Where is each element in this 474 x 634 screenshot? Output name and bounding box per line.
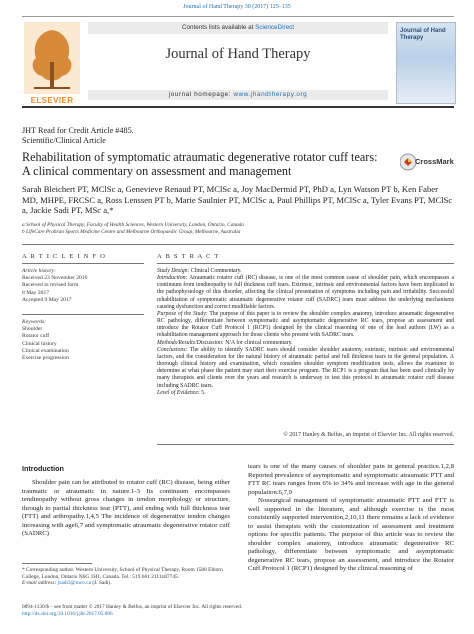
keyword: Clinical history bbox=[22, 340, 57, 347]
corresponding-author-footnote bbox=[22, 567, 230, 587]
author-list: Sarah Bleichert PT, MClSc a, Genevieve Renaud PT, MClSc a, Joy MacDermid PT, PhD a, Lyn Watson PT b, Ken Faber MD, MHPE, FRCSC a, Ross Lenssen PT b, Marie Saulnier PT, MClSc a, Paul Phillips PT, MClSc a, Tyler Evans PT, MClSc a, Jackie Sadi PT, MSc a,* bbox=[22, 184, 453, 216]
article-title: Rehabilitation of symptomatic atraumatic degenerative rotator cuff tears: A clinical commentary on assessment and management bbox=[22, 150, 378, 178]
keyword: Clinical examination bbox=[22, 347, 69, 354]
keyword: Rotator cuff bbox=[22, 333, 50, 340]
level-label: Level of Evidence: bbox=[157, 389, 200, 396]
masthead-top-rule bbox=[22, 16, 454, 17]
received-date: Received 23 November 2016 bbox=[22, 275, 88, 282]
email-label: E-mail address: bbox=[22, 580, 57, 587]
article-info-heading: A R T I C L E I N F O bbox=[22, 253, 107, 260]
keywords-rule bbox=[22, 314, 144, 315]
article-type: Scientific/Clinical Article bbox=[22, 136, 106, 145]
contents-lists-banner bbox=[88, 22, 388, 34]
elsevier-tree-logo bbox=[24, 22, 80, 100]
elsevier-wordmark: ELSEVIER bbox=[30, 96, 74, 105]
homepage-link[interactable]: www.jhandtherapy.org bbox=[233, 91, 308, 98]
masthead-bottom-rule bbox=[22, 106, 454, 108]
issn-line: 0894-1130/$ – see front matter © 2017 Hanley & Belfus, an imprint of Elsevier Inc. All rights reserved. bbox=[22, 604, 243, 610]
article-info-rule bbox=[22, 263, 144, 264]
footnote-rule bbox=[22, 563, 92, 564]
crossmark-label[interactable]: CrossMark bbox=[415, 157, 454, 166]
article-history bbox=[22, 268, 142, 304]
design-text: Clinical Commentary. bbox=[189, 268, 242, 274]
sciencedirect-link[interactable]: ScienceDirect bbox=[255, 24, 294, 31]
abstract-copyright: © 2017 Hanley & Belfus, an imprint of Elsevier Inc. All rights reserved. bbox=[283, 432, 454, 438]
footnote-text: * Corresponding author. Western University, School of Physical Therapy, Room 1588 Elborn College, London, Ontario N6G 1H1, Canada. Tel.: 519 661 2111x87745. bbox=[22, 567, 223, 580]
body-column-right bbox=[248, 463, 454, 574]
intro-text: Atraumatic rotator cuff (RC) disease, is one of the most common cause of shoulder pain, which encompasses a continuum from tendinopathy to full thickness cuff tears. Extrinsic, intrinsic and environmental factors have been implicated in the pathophysiology of this disorder, affecting the clinical presentation of symptoms including pain and irritability. Successful rehabilitation of symptomatic atraumatic degenerative rotator cuff (SADRC) tears must address the underlying mechanisms causing dysfunction and correct modifiable factors. bbox=[157, 275, 454, 310]
revised-label: Received in revised form bbox=[22, 282, 79, 289]
body-column-left bbox=[22, 479, 230, 539]
intro-label: Introduction: bbox=[157, 275, 188, 282]
contents-prefix: Contents lists available at bbox=[181, 24, 254, 31]
journal-cover-title: Journal of Hand Therapy bbox=[400, 28, 446, 41]
management-paragraph: Nonsurgical management of symptomatic atraumatic PTT and FTT is well supported in the literature, and although exercise is the most consistently supported intervention,2,10,11 there remains a lack of evidence to assist therapists with the customization of assessment and treatment options for specific patients. The purpose of this article was to review the shoulder complex anatomy, introduce atraumatic degenerative RC pathology, differentiate between symptomatic and asymptomatic degenerative RC tears, propose an assessment, and introduce the Rotator Cuff Protocol 1 (RCP1) designed by the clinical reasoning of bbox=[248, 497, 454, 572]
design-label: Study Design: bbox=[157, 268, 190, 274]
page-footer bbox=[22, 604, 322, 617]
email-suffix: (J. Sadi). bbox=[91, 580, 112, 587]
journal-title: Journal of Hand Therapy bbox=[165, 46, 311, 62]
abstract-bottom-rule bbox=[157, 444, 454, 445]
keyword: Shoulder bbox=[22, 326, 43, 333]
section-divider bbox=[22, 244, 454, 245]
homepage-prefix: journal homepage: bbox=[168, 91, 232, 98]
journal-homepage-banner bbox=[88, 90, 388, 100]
affiliations bbox=[22, 222, 454, 236]
introduction-heading: Introduction bbox=[22, 464, 64, 473]
abstract-rule bbox=[157, 263, 454, 264]
affiliation-a: a School of Physical Therapy, Faculty of Health Sciences, Western University, London, Ontario, Canada bbox=[22, 222, 244, 228]
article-kicker: JHT Read for Credit Article #485. bbox=[22, 126, 134, 135]
keywords-label: Keywords: bbox=[22, 319, 47, 325]
purpose-label: Purpose of the Study: bbox=[157, 310, 208, 317]
keyword: Exercise progression bbox=[22, 355, 69, 362]
intro-paragraph-continued: tears is one of the many causes of shoulder pain in general practice.1,2,8 Reported prevalence of asymptomatic and symptomatic atraumatic PTT and FTT RC tears ranges from 6% to 34% and increase with age in the general population.6,7,9 bbox=[248, 463, 454, 496]
purpose-text: The purpose of this paper is to review the shoulder complex anatomy, introduce atraumatic degenerative RC pathology, differentiate between symptomatic and asymptomatic degenerative RC tears, propose an assessment and introduce the Rotator Cuff Protocol 1 (RCP1) designed by the clinical reasoning of one of the lead authors (LW) as a rehabilitation management approach for those clients who present with SADRC tears. bbox=[157, 310, 454, 339]
intro-paragraph: Shoulder pain can be attributed to rotator cuff (RC) disease, being either traumatic or atraumatic in nature.1-3 Its continuum encompasses tendinopathy without gross changes in tendon morphology or structure, through to partial thickness tear (PTT), and ending with full thickness tear (FTT) and arthropathy.1,4,5 The incidence of degenerative tendon changes increasing with age6,7 and symptomatic atraumatic degenerative rotator cuff (SADRC) bbox=[22, 479, 230, 537]
email-link[interactable]: jsadi3@uwo.ca bbox=[57, 580, 92, 587]
keywords-list bbox=[22, 319, 142, 362]
methods-text: N/A for clinical commentary. bbox=[223, 339, 293, 346]
accepted-date: Accepted 9 May 2017 bbox=[22, 296, 72, 303]
journal-citation[interactable]: Journal of Hand Therapy 30 (2017) 125–135 bbox=[183, 4, 291, 10]
methods-label: Methods/Results/Discussion: bbox=[157, 339, 224, 346]
abstract-heading: A B S T R A C T bbox=[157, 253, 220, 260]
conclusions-label: Conclusions: bbox=[157, 346, 188, 353]
abstract-body bbox=[157, 268, 454, 397]
doi-link[interactable]: http://dx.doi.org/10.1016/j.jht.2017.05.006 bbox=[22, 610, 113, 617]
history-label: Article history: bbox=[22, 268, 57, 274]
conclusions-text: The ability to identify SADRC tears should consider shoulder anatomy, extrinsic, intrinsic and environmental factors, and the consideration for the natural history of atraumatic partial and full thickness tears in the general population. A thorough clinical history and examination, which considers shoulder symptom modification tests, allows the examiner to determine at what phase the patient may start their exercise program. The RCP1 is a program that has been used clinically by many therapists and clients over the years and research is underway to test this protocol in atraumatic rotator cuff disease including SADRC tears. bbox=[157, 346, 454, 389]
affiliation-b: b LifeCare Prahran Sports Medicine Centre and Melbourne Orthopaedic Group, Melbourne, Australia bbox=[22, 229, 241, 235]
level-text: 5. bbox=[199, 389, 206, 396]
revised-date: 8 May 2017 bbox=[22, 289, 50, 296]
